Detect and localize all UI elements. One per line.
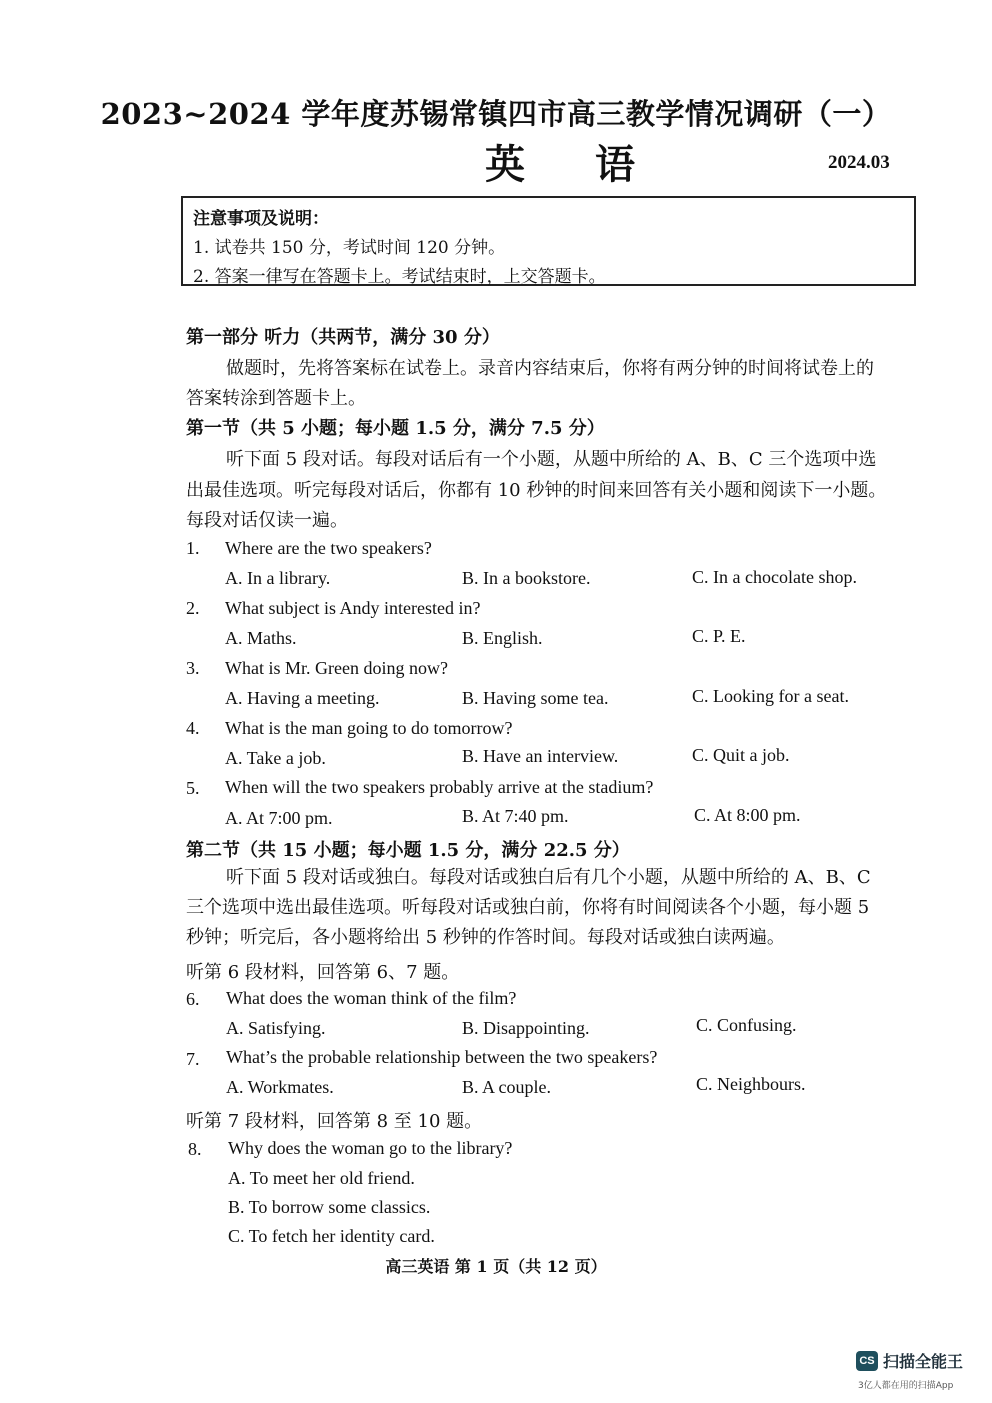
section2-title: 第二节（共 15 小题；每小题 1.5 分，满分 22.5 分）	[186, 840, 630, 861]
option-a: A. At 7:00 pm.	[225, 808, 333, 828]
question-number: 7.	[186, 1049, 200, 1069]
option-b: B. Having some tea.	[462, 688, 609, 708]
option-b: B. English.	[462, 628, 543, 648]
question-text: What is the man going to do tomorrow?	[225, 718, 513, 738]
option-a: A. Maths.	[225, 628, 297, 648]
option-a: A. Workmates.	[226, 1077, 334, 1097]
cs-logo-icon: CS	[856, 1351, 878, 1371]
subject-title: 英语	[485, 141, 705, 188]
question-text: What subject is Andy interested in?	[225, 598, 481, 618]
question-text: What does the woman think of the film?	[226, 988, 517, 1008]
notice-item: 2. 答案一律写在答题卡上。考试结束时，上交答题卡。	[193, 267, 606, 287]
question-text: Where are the two speakers?	[225, 538, 432, 558]
question-number: 1.	[186, 538, 200, 558]
section2-intro-line: 三个选项中选出最佳选项。听每段对话或独白前，你将有时间阅读各个小题，每小题 5	[186, 897, 870, 918]
option-b: B. Disappointing.	[462, 1018, 590, 1038]
option-b: B. To borrow some classics.	[228, 1197, 431, 1217]
option-b: B. In a bookstore.	[462, 568, 591, 588]
option-b: B. Have an interview.	[462, 746, 619, 766]
question-text: What’s the probable relationship between the two speakers?	[226, 1047, 658, 1067]
material-instruction: 听第 6 段材料，回答第 6、7 题。	[186, 962, 460, 983]
question-number: 5.	[186, 778, 200, 798]
question-text: Why does the woman go to the library?	[228, 1138, 513, 1158]
question-number: 2.	[186, 598, 200, 618]
page-footer: 高三英语 第 1 页（共 12 页）	[385, 1257, 607, 1276]
option-c: C. At 8:00 pm.	[694, 805, 801, 825]
option-c: C. Quit a job.	[692, 745, 790, 765]
question-number: 3.	[186, 658, 200, 678]
section2-intro-line: 听下面 5 段对话或独白。每段对话或独白后有几个小题，从题中所给的 A、B、C	[226, 867, 871, 888]
notice-box	[181, 196, 916, 286]
option-a: A. Having a meeting.	[225, 688, 380, 708]
section1-intro-line: 出最佳选项。听完每段对话后，你都有 10 秒钟的时间来回答有关小题和阅读下一小题。	[186, 480, 887, 501]
option-c: C. To fetch her identity card.	[228, 1226, 435, 1246]
option-a: A. In a library.	[225, 568, 331, 588]
option-a: A. Take a job.	[225, 748, 326, 768]
option-c: C. Looking for a seat.	[692, 686, 849, 706]
question-text: What is Mr. Green doing now?	[225, 658, 448, 678]
option-a: A. Satisfying.	[226, 1018, 326, 1038]
part1-intro-line: 答案转涂到答题卡上。	[186, 388, 366, 409]
scanner-watermark	[856, 1349, 963, 1372]
section1-intro-line: 听下面 5 段对话。每段对话后有一个小题，从题中所给的 A、B、C 三个选项中选	[226, 449, 877, 470]
material-instruction: 听第 7 段材料，回答第 8 至 10 题。	[186, 1111, 483, 1132]
watermark-brand: 扫描全能王	[883, 1352, 964, 1371]
section2-intro-line: 秒钟；听完后，各小题将给出 5 秒钟的作答时间。每段对话或独白读两遍。	[186, 927, 785, 948]
part1-title: 第一部分 听力（共两节，满分 30 分）	[186, 327, 500, 348]
exam-date: 2024.03	[828, 152, 890, 173]
question-text: When will the two speakers probably arrive at the stadium?	[225, 777, 654, 797]
question-number: 4.	[186, 718, 200, 738]
section1-intro-line: 每段对话仅读一遍。	[186, 510, 348, 531]
question-number: 6.	[186, 989, 200, 1009]
exam-title: 2023~2024 学年度苏锡常镇四市高三教学情况调研（一）	[100, 97, 892, 131]
notice-item: 1. 试卷共 150 分，考试时间 120 分钟。	[193, 238, 506, 258]
option-c: C. Confusing.	[696, 1015, 797, 1035]
part1-intro-line: 做题时，先将答案标在试卷上。录音内容结束后，你将有两分钟的时间将试卷上的	[226, 358, 874, 379]
option-c: C. In a chocolate shop.	[692, 567, 857, 587]
option-b: B. At 7:40 pm.	[462, 806, 569, 826]
question-number: 8.	[188, 1139, 202, 1159]
option-c: C. P. E.	[692, 626, 746, 646]
option-c: C. Neighbours.	[696, 1074, 806, 1094]
watermark-subtitle: 3亿人都在用的扫描App	[858, 1381, 954, 1391]
option-a: A. To meet her old friend.	[228, 1168, 415, 1188]
notice-heading: 注意事项及说明：	[193, 209, 329, 229]
section1-title: 第一节（共 5 小题；每小题 1.5 分，满分 7.5 分）	[186, 418, 605, 439]
option-b: B. A couple.	[462, 1077, 551, 1097]
